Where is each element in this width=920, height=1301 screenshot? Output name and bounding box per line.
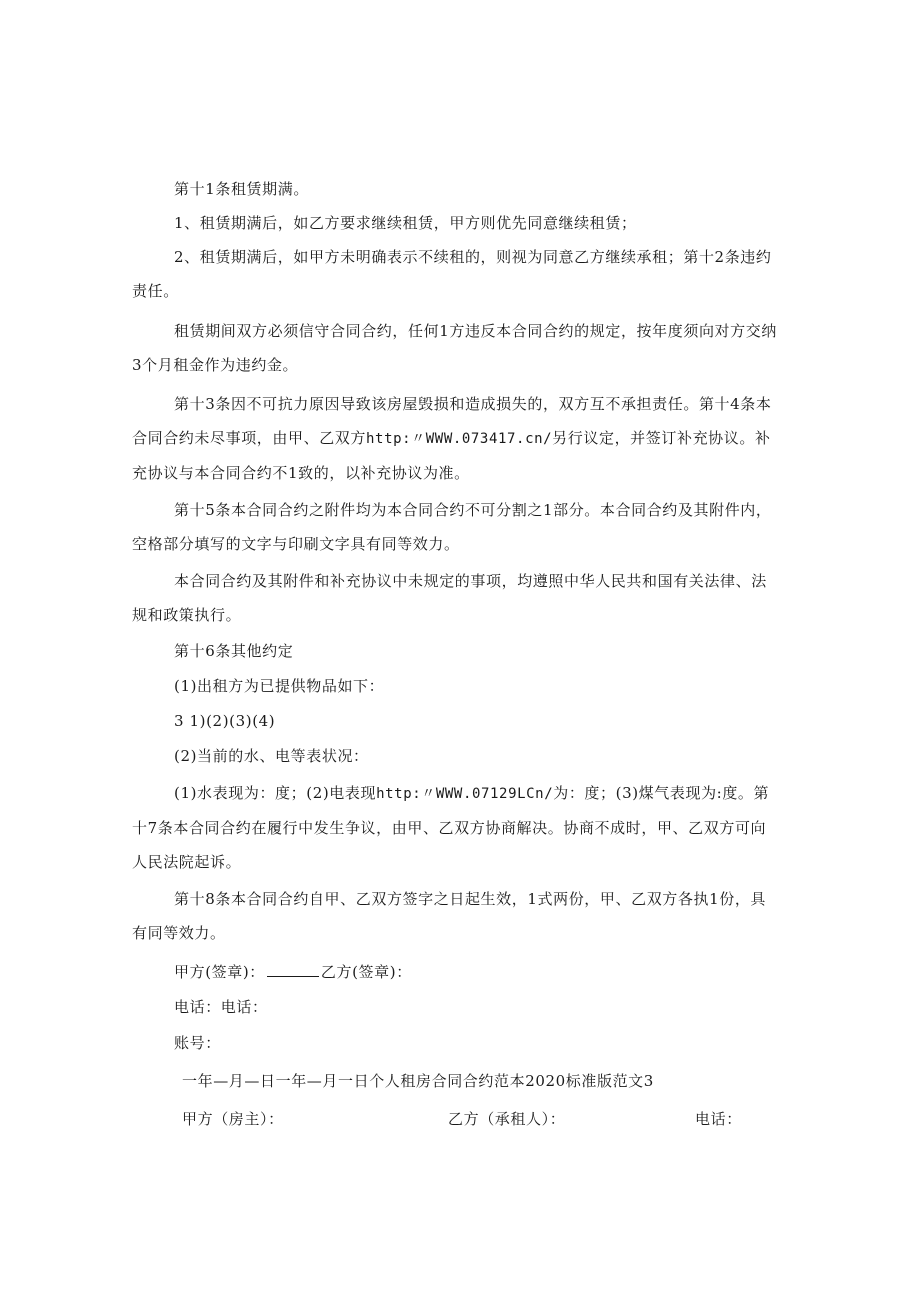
article-12-body: 租赁期间双方必须信守合同合约，任何1方违反本合同合约的规定，按年度须向对方交纳3个月租金作为违约金。: [132, 322, 777, 374]
article-13-14-text-b: 另行议定，并签订补充协议。补充协议与本合同合约不1致的，以补充协议为准。: [132, 429, 771, 482]
article-16-item-1: (1)出租方为已提供物品如下：: [174, 677, 385, 695]
footer-landlord-label: 甲方（房主）：: [182, 1110, 284, 1128]
meter-text-b: 为：度；(3)煤气表现为:度。第十7条本合同合约在履行中发生争议，由甲、乙双方协商解决。协商不成时，甲、乙双方可向人民法院起诉。: [132, 784, 770, 871]
article-16-item-2: (2)当前的水、电等表状况：: [174, 747, 369, 765]
article-18-body: 第十8条本合同合约自甲、乙双方签字之日起生效，1式两份，甲、乙双方各执1份，具有同等效力。: [132, 890, 767, 942]
signature-line: [174, 955, 412, 989]
party-a-signature-label: 甲方(签章)：: [174, 963, 265, 981]
article-15-body: 第十5条本合同合约之附件均为本合同合约不可分割之1部分。本合同合约及其附件内，空格部分填写的文字与印刷文字具有同等效力。: [132, 501, 772, 553]
party-b-signature-label: 乙方(签章)：: [320, 963, 412, 981]
article-16-title: 第十6条其他约定: [174, 642, 294, 660]
footer-phone-label: 电话：: [695, 1110, 742, 1128]
date-and-template-title: 一年—月—日一年—月一日个人租房合同合约范本2020标准版范文3: [182, 1072, 654, 1090]
applicable-law-body: 本合同合约及其附件和补充协议中未规定的事项，均遵照中华人民共和国有关法律、法规和政策执行。: [132, 572, 767, 624]
meter-text-a: (1)水表现为：度；(2)电表现: [174, 784, 377, 802]
footer-tenant-label: 乙方（承租人）：: [448, 1110, 566, 1128]
article-11-title: 第十1条租赁期满。: [174, 180, 309, 198]
meter-url: http:〃WWW.07129LCn/: [376, 786, 554, 802]
article-16-item-1-values: 3 1)(2)(3)(4): [174, 712, 276, 730]
meter-readings-body: [132, 776, 780, 879]
article-13-14-body: [132, 387, 780, 490]
article-11-item-1: 1、租赁期满后，如乙方要求继续租赁，甲方则优先同意继续租赁；: [174, 214, 637, 232]
article-13-14-text-a: 第十3条因不可抗力原因导致该房屋毁损和造成损失的，双方互不承担责任。第十4条本合同合约未尽事项，由甲、乙双方: [132, 395, 772, 447]
article-11-item-2: 2、租赁期满后，如甲方未明确表示不续租的，则视为同意乙方继续承租；第十2条违约责任。: [132, 248, 772, 300]
article-13-14-url: http:〃WWW.073417.cn/: [366, 431, 553, 447]
phone-line: 电话：电话：: [174, 998, 268, 1016]
account-line: 账号：: [174, 1034, 221, 1052]
signature-blank: [267, 962, 319, 977]
